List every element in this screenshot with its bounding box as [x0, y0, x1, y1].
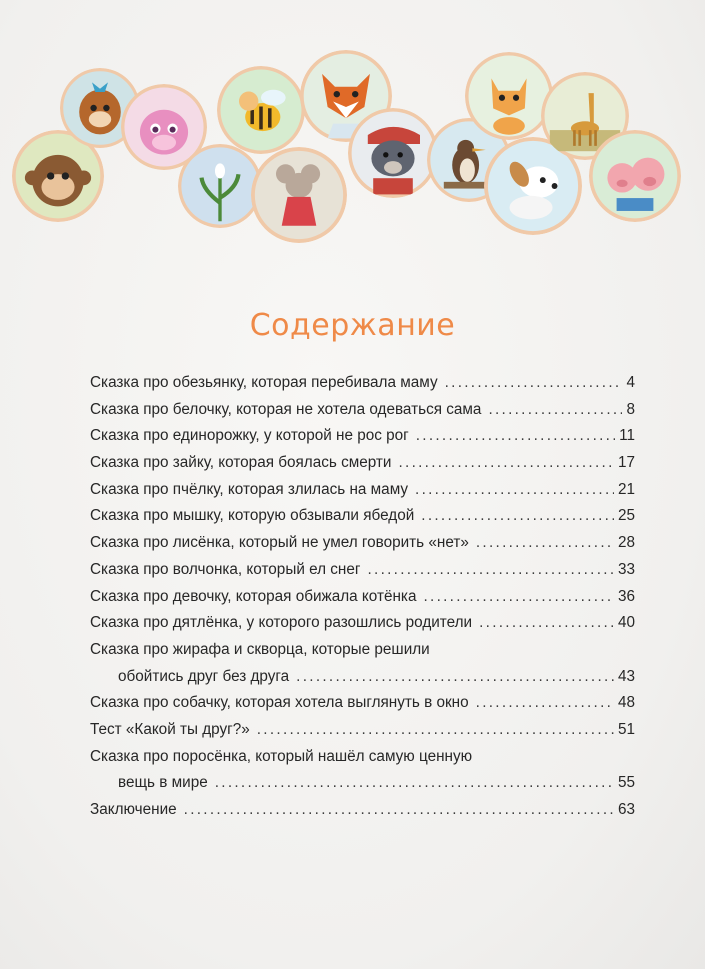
toc-page-number: 63 [617, 801, 635, 819]
dot-leader [367, 557, 614, 584]
toc-entry[interactable] [90, 717, 635, 744]
toc-entry[interactable] [90, 370, 635, 397]
toc-entry-title-line1: Сказка про поросёнка, который нашёл самую ценную [90, 747, 473, 765]
toc-entry-title: Сказка про собачку, которая хотела выглянуть в окно [90, 694, 469, 712]
dot-leader [445, 370, 623, 397]
toc-page-number: 21 [617, 480, 635, 498]
toc-page-number: 55 [617, 774, 635, 792]
dot-leader [257, 717, 614, 744]
toc-entry-title: вещь в мире [118, 774, 208, 792]
snowdrop-medallion-icon [178, 144, 262, 228]
piglets-medallion-icon [589, 130, 681, 222]
toc-page-number: 11 [619, 427, 635, 445]
toc-page-number: 36 [617, 587, 635, 605]
page-title: Содержание [249, 308, 456, 343]
toc-entry[interactable] [90, 610, 635, 637]
toc-entry-title: Сказка про обезьянку, которая перебивала маму [90, 374, 438, 391]
dot-leader [476, 690, 614, 717]
toc-entry-title: обойтись друг без друга [118, 667, 290, 685]
toc-entry-title: Сказка про зайку, которая боялась смерти [90, 454, 392, 472]
wolf-medallion-icon [348, 108, 438, 198]
toc-entry-title: Сказка про волчонка, который ел снег [90, 560, 361, 578]
mouse-medallion-icon [251, 147, 347, 243]
toc-entry-title: Сказка про единорожку, у которой не рос рог [90, 427, 409, 445]
toc-entry[interactable] [90, 690, 635, 717]
dot-leader [479, 610, 614, 637]
table-of-contents [90, 370, 635, 824]
toc-entry-title: Заключение [90, 801, 177, 819]
dot-leader [423, 584, 614, 611]
toc-entry[interactable] [90, 557, 635, 584]
toc-entry-title-line1: Сказка про жирафа и скворца, которые решили [90, 640, 430, 658]
toc-entry[interactable] [90, 797, 635, 824]
toc-page-number: 33 [617, 560, 635, 578]
toc-page-number: 4 [626, 374, 635, 391]
toc-page-number: 43 [617, 667, 635, 685]
toc-entry[interactable] [90, 744, 635, 797]
dot-leader [296, 664, 614, 691]
toc-entry-title: Сказка про дятлёнка, у которого разошлись родители [90, 614, 473, 632]
dot-leader [215, 770, 614, 797]
toc-entry[interactable] [90, 477, 635, 504]
toc-page-number: 8 [626, 400, 635, 418]
toc-entry-title: Сказка про белочку, которая не хотела одеваться сама [90, 400, 482, 418]
toc-entry-title: Сказка про лисёнка, который не умел говорить «нет» [90, 534, 469, 552]
dot-leader [415, 477, 614, 504]
header-illustrations [0, 0, 705, 250]
toc-page-number: 40 [617, 614, 635, 632]
toc-entry[interactable] [90, 530, 635, 557]
toc-entry[interactable] [90, 637, 635, 690]
kitten-medallion-icon [465, 52, 553, 140]
dot-leader [488, 397, 622, 424]
toc-entry-title: Сказка про мышку, которую обзывали ябедой [90, 507, 415, 525]
toc-page-number: 48 [617, 694, 635, 712]
toc-entry[interactable] [90, 450, 635, 477]
dot-leader [476, 530, 614, 557]
dot-leader [184, 797, 614, 824]
dot-leader [416, 423, 615, 450]
dot-leader [421, 503, 614, 530]
toc-entry[interactable] [90, 503, 635, 530]
toc-entry[interactable] [90, 584, 635, 611]
toc-entry[interactable] [90, 397, 635, 424]
bee-medallion-icon [217, 66, 305, 154]
toc-entry-title: Сказка про девочку, которая обижала котёнка [90, 587, 417, 605]
toc-entry-title: Сказка про пчёлку, которая злилась на маму [90, 480, 409, 498]
toc-entry[interactable] [90, 423, 635, 450]
toc-entry-title: Тест «Какой ты друг?» [90, 720, 250, 738]
toc-page-number: 25 [617, 507, 635, 525]
toc-page-number: 17 [617, 454, 635, 472]
toc-page-number: 51 [617, 720, 635, 738]
dot-leader [398, 450, 614, 477]
toc-page-number: 28 [617, 534, 635, 552]
